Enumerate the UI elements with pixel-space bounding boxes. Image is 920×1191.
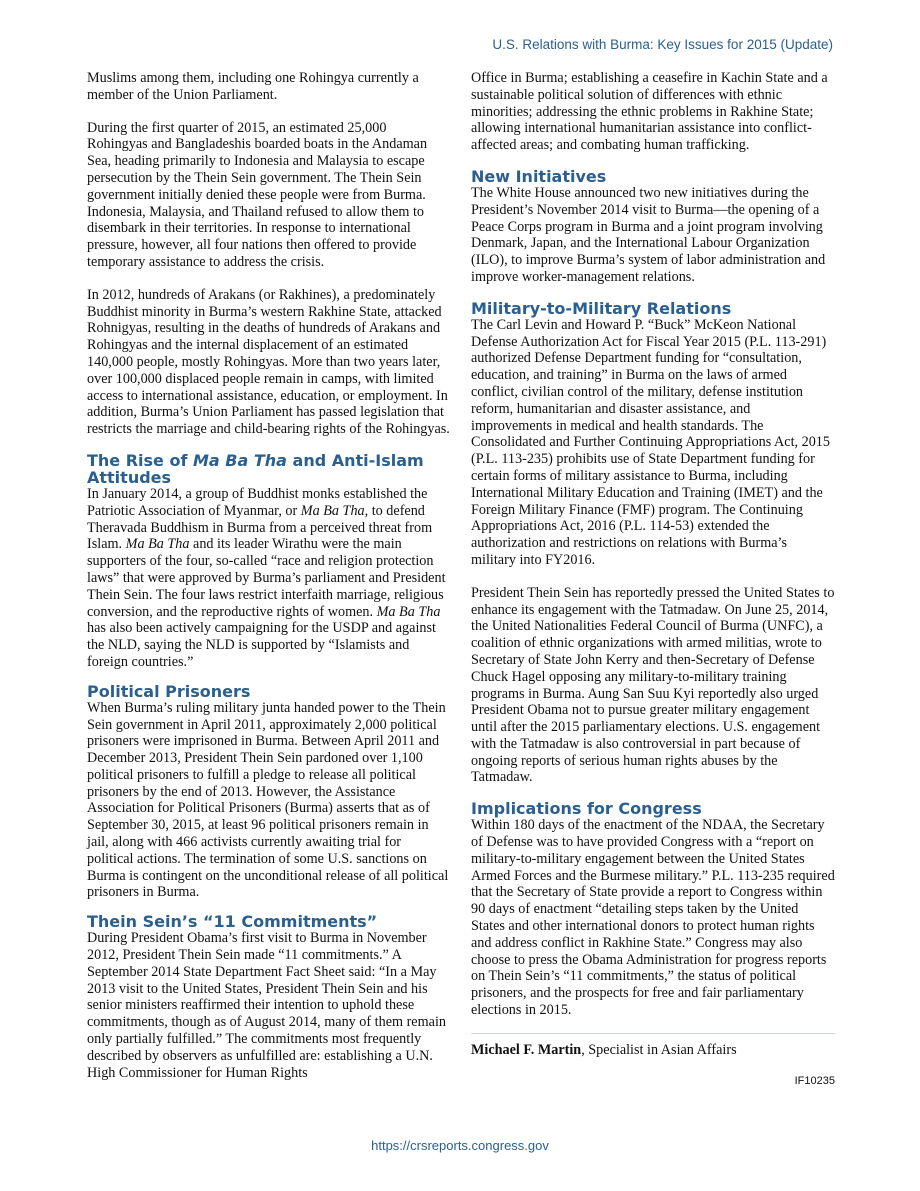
heading-11-commitments: Thein Sein’s “11 Commitments” [87,912,378,932]
author-role: , Specialist in Asian Affairs [581,1041,737,1058]
heading-ma-ba-tha: The Rise of Ma Ba Tha and Anti-Islam Attitudes [87,450,424,487]
heading-political-prisoners: Political Prisoners [87,681,251,701]
paragraph-ndaa: The Carl Levin and Howard P. “Buck” McKeon National Defense Authorization Act for Fiscal Year 2015 (P.L. 113-291) authorized Defense Department funding for “consultation, education, and training” in Burma on the laws of armed conflict, civilian control of the military, defense institution reform, humanitarian and disaster assistance, and improvements in medical and health standards. The Consolidated and Further Continuing Appropriations Act, 2015 (P.L. 113-235) prohibits use of State Department funding for certain forms of military assistance to Burma, including International Military Education and Training (IMET) and the Foreign Military Finance (FMF) program. The Continuing Appropriations Act, 2016 (P.L. 114-53) extended the authorization and restrictions on relations with Burma’s military into FY2016. [471,316,830,568]
author-line [471,1042,835,1059]
footer-url-link[interactable]: https://crsreports.congress.gov [371,1138,549,1153]
paragraph-implications-congress: Within 180 days of the enactment of the NDAA, the Secretary of Defense was to have provided Congress with a “report on military-to-military engagement between the United States Armed Forces and the Burmese military.” P.L. 113-235 required that the Secretary of State provide a report to Congress within 90 days of enactment “detailing steps taken by the United States and other international donors to protect human rights and address conflict in Rakhine State.” Congress may also choose to press the Obama Administration for progress reports on Thein Sein’s “11 commitments,” the status of political prisoners, and the prospects for free and fair parliamentary elections in 2015. [471,817,835,1019]
heading-military-relations: Military-to-Military Relations [471,298,732,318]
paragraph-11-commitments: During President Obama’s first visit to Burma in November 2012, President Thein Sein made “11 commitments.” A September 2014 State Department Fact Sheet said: “In a May 2013 visit to the United States, President Thein Sein and his senior ministers reaffirmed their intention to uphold these commitments, though as of August 2014, many of them remain only partially fulfilled.” The commitments most frequently described by observers as unfulfilled are: establishing a U.N. High Commissioner for Human Rights [87,930,446,1081]
heading-new-initiatives: New Initiatives [471,166,607,186]
running-header-title: U.S. Relations with Burma: Key Issues for 2015 (Update) [492,37,833,52]
author-divider [471,1033,835,1034]
heading-implications-congress: Implications for Congress [471,799,702,819]
paragraph-rakhine-violence: In 2012, hundreds of Arakans (or Rakhines), a predominately Buddhist minority in Burma’s western Rakhine State, attacked Rohnigyas, resulting in the deaths of hundreds of Arakans and Rohingyas and the internal displacement of an estimated 140,000 people, mostly Rohingyas. More than two years later, over 100,000 displaced people remain in camps, with limited access to international assistance, education, or employment. In addition, Burma’s Union Parliament has passed legislation that restricts the marriage and child-bearing rights of the Rohingyas. [87,286,450,438]
paragraph-rohingya-parliament: Muslims among them, including one Rohingya currently a member of the Union Parliament. [87,70,419,103]
paragraph-political-prisoners: When Burma’s ruling military junta handed power to the Thein Sein government in April 2011, approximately 2,000 political prisoners were imprisoned in Burma. Between April 2011 and December 2013, President Thein Sein pardoned over 1,100 political prisoners to fulfill a pledge to release all political prisoners by the end of 2013. However, the Assistance Association for Political Prisoners (Burma) asserts that as of September 30, 2015, at least 96 political prisoners remain in jail, along with 466 activists currently awaiting trial for political actions. The termination of some U.S. sanctions on Burma is contingent on the unconditional release of all political prisoners in Burma. [87,699,449,901]
paragraph-ma-ba-tha: In January 2014, a group of Buddhist monks established the Patriotic Association of Myanmar, or Ma Ba Tha, to defend Theravada Buddhism in Burma from a perceived threat from Islam. Ma Ba Tha and its leader Wirathu were the main supporters of the four, so-called “race and religion protection laws” that were approved by Burma’s parliament and President Thein Sein. The four laws restrict interfaith marriage, religious conversion, and the reproductive rights of women. Ma Ba Tha has also been actively campaigning for the USDP and against the NLD, saying the NLD is supported by “Islamists and foreign countries.” [87,485,446,670]
paragraph-boat-crisis: During the first quarter of 2015, an estimated 25,000 Rohingyas and Bangladeshis boarded boats in the Andaman Sea, heading primarily to Indonesia and Malaysia to escape persecution by the Thein Sein government. The Thein Sein government initially denied these people were from Burma. Indonesia, Malaysia, and Thailand refused to allow them to disembark in their territories. In response to international pressure, however, all four nations then offered to provide temporary assistance to address the crisis. [87,119,428,270]
author-name: Michael F. Martin [471,1041,582,1058]
paragraph-tatmadaw: President Thein Sein has reportedly pressed the United States to enhance its engagement with the Tatmadaw. On June 25, 2014, the United Nationalities Federal Council of Burma (UNFC), a coalition of ethnic organizations with armed militias, wrote to Secretary of State John Kerry and then-Secretary of Defense Chuck Hagel opposing any military-to-military training programs in Burma. Aung San Suu Kyi reportedly also urged President Obama not to pursue greater military engagement until after the 2015 parliamentary elections. U.S. engagement with the Tatmadaw is also controversial in part because of ongoing reports of serious human rights abuses by the Tatmadaw. [471,584,835,786]
right-column [471,70,835,1089]
left-column [87,70,450,1081]
paragraph-new-initiatives: The White House announced two new initiatives during the President’s November 2014 visit to Burma—the opening of a Peace Corps program in Burma and a joint program involving Denmark, Japan, and the International Labour Organization (ILO), to improve Burma’s system of labor administration and improve worker-management relations. [471,184,826,285]
paragraph-commitments-continued: Office in Burma; establishing a ceasefire in Kachin State and a sustainable political solution of differences with ethnic minorities; addressing the ethnic problems in Rakhine State; allowing international humanitarian assistance into conflict-affected areas; and combating human trafficking. [471,70,828,154]
document-id: IF10235 [794,1074,835,1087]
